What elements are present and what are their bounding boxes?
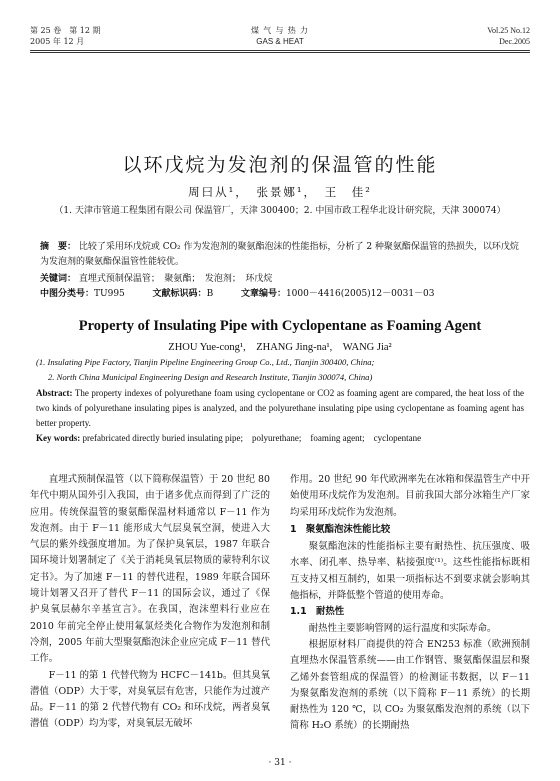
body-paragraph: 直埋式预制保温管（以下简称保温管）于 20 世纪 80 年代中期从国外引入我国，由于诸多优点而得到了广泛的应用。传统保温管的聚氨酯保温材料通常以 F－11 作为发泡剂。由于 F－11 能形成大气层臭氧空洞，使进入大气层的紫外线强度增加。为了保护臭氧层，1987 年联合国环境计划署制定了《关于消耗臭氧层物质的蒙特利尔议定书》。为了加速 F－11 的替代进程，1989 年联合国环境计划署又召开了替代 F－11 的国际会议，通过了《保护臭氧层赫尔辛基宣言》。在我国，泡沫塑料行业应在 2010 年前完全停止使用氟氯烃类化合物作为发泡剂和制冷剂，2005 年前大型聚氨酯泡沫企业应完成 F－11 替代工作。 bbox=[30, 474, 270, 665]
header-rule-top bbox=[30, 50, 530, 51]
body-column-left bbox=[30, 472, 270, 733]
section-heading-1: 1 聚氨酯泡沫性能比较 bbox=[290, 523, 391, 535]
authors-en: ZHOU Yue-cong¹, ZHANG Jing-na¹, WANG Jia² bbox=[168, 342, 392, 353]
affiliation-cn: （1. 天津市管道工程集团有限公司 保温管厂，天津 300400；2. 中国市政工程华北设计研究院，天津 300074） bbox=[54, 206, 506, 216]
affiliation-en-line2: 2. North China Municipal Engineering Design and Research Institute, Tianjin 300074, China) bbox=[48, 372, 373, 382]
abstract-cn-text: 比较了采用环戊烷或 CO₂ 作为发泡剂的聚氨酯泡沫的性能指标，分析了 2 种聚氨酯保温管的热损失，以环戊烷为发泡剂的聚氨酯保温管性能较优。 bbox=[40, 242, 519, 267]
subsection-paragraph-1: 耐热性主要影响管网的运行温度和实际寿命。 bbox=[308, 622, 497, 634]
body-paragraph-continued: 作用。20 世纪 90 年代欧洲率先在冰箱和保温管生产中开始使用环戊烷作为发泡剂。目前我国大部分冰箱生产厂家均采用环戊烷作为发泡剂。 bbox=[290, 474, 530, 518]
journal-date-en: Dec.2005 bbox=[499, 37, 530, 46]
abstract-en-text: The property indexes of polyurethane foam using cyclopentane or CO2 as foaming agent are compared, the heat loss of the two kinds of polyurethane insulating pipes is analyzed, and the polyurethane insulating pipe using cyclopentane as foaming agent has better property. bbox=[36, 388, 524, 428]
subsection-paragraph-2: 根据原材料厂商提供的符合 EN253 标准（欧洲预制直埋热水保温管系统——由工作钢管、聚氨酯保温层和聚乙烯外套管组成的保温管）的检测证书数据，以 F－11 为聚氨酯发泡剂的系统（以下简称 F－11 系统）的长期耐热性为 120 ℃，以 CO₂ 为聚氨酯发泡剂的系统（以下简称 H₂O 系统）的长期耐热 bbox=[290, 638, 530, 732]
affiliation-en bbox=[36, 355, 524, 385]
article-id-value: 1000－4416(2005)12－0031－03 bbox=[285, 289, 435, 299]
clc-label: 中图分类号： bbox=[40, 289, 95, 299]
page-number: · 31 · bbox=[268, 758, 292, 768]
paper-title-en: Property of Insulating Pipe with Cyclopentane as Foaming Agent bbox=[78, 318, 482, 334]
abstract-cn-label: 摘 要： bbox=[40, 242, 77, 252]
subsection-heading-1-1: 1.1 耐热性 bbox=[290, 606, 345, 618]
doc-code-label: 文献标识码： bbox=[152, 289, 207, 299]
journal-vol-en: Vol.25 No.12 bbox=[487, 26, 530, 35]
paper-title-cn: 以环戊烷为发泡剂的保温管的性能 bbox=[122, 154, 438, 176]
section-1-paragraph: 聚氨酯泡沫的性能指标主要有耐热性、抗压强度、吸水率、闭孔率、热导率、粘接强度⁽¹⁾。这些性能指标既相互支持又相互制约，如果一项指标达不到要求就会影响其他指标，并降低整个管道的使用寿命。 bbox=[290, 541, 530, 602]
doc-code-value: B bbox=[206, 289, 214, 299]
keywords-en-label: Key words: bbox=[36, 433, 81, 443]
clc-value: TU995 bbox=[94, 289, 125, 299]
keywords-en-text: prefabricated directly buried insulating pipe; polyurethane; foaming agent; cyclopentane bbox=[82, 433, 422, 443]
keywords-cn-label: 关键词： bbox=[40, 274, 77, 284]
article-id-label: 文章编号： bbox=[240, 289, 286, 299]
keywords-cn-text: 直埋式预制保温管； 聚氨酯； 发泡剂； 环戊烷 bbox=[78, 274, 273, 284]
journal-date: 2005 年 12 月 bbox=[30, 37, 85, 46]
abstract-en-label: Abstract: bbox=[36, 388, 73, 398]
keywords-en bbox=[36, 431, 524, 446]
classification-line bbox=[40, 286, 520, 299]
journal-name-cn: 煤 气 与 热 力 bbox=[251, 26, 309, 35]
abstract-cn bbox=[40, 240, 520, 270]
body-paragraph: F－11 的第 1 代替代物为 HCFC－141b。但其臭氧潜值（ODP）大于零，对臭氧层有危害，只能作为过渡产品。F－11 的第 2 代替代物有 CO₂ 和环戊烷，两者臭氧潜值（ODP）均为零，对臭氧层无破坏 bbox=[30, 669, 270, 730]
keywords-cn bbox=[40, 271, 520, 284]
affiliation-en-line1: (1. Insulating Pipe Factory, Tianjin Pipeline Engineering Group Co., Ltd., Tianjin 300400, China; bbox=[36, 357, 375, 367]
journal-volume-issue: 第 25 卷 第 12 期 bbox=[30, 26, 101, 35]
abstract-en bbox=[36, 386, 524, 431]
body-column-right bbox=[290, 472, 530, 735]
journal-name-en: GAS & HEAT bbox=[256, 37, 304, 46]
authors-cn: 周曰从¹， 张景娜¹， 王 佳² bbox=[188, 185, 372, 199]
header-rule-bottom bbox=[30, 52, 530, 53]
